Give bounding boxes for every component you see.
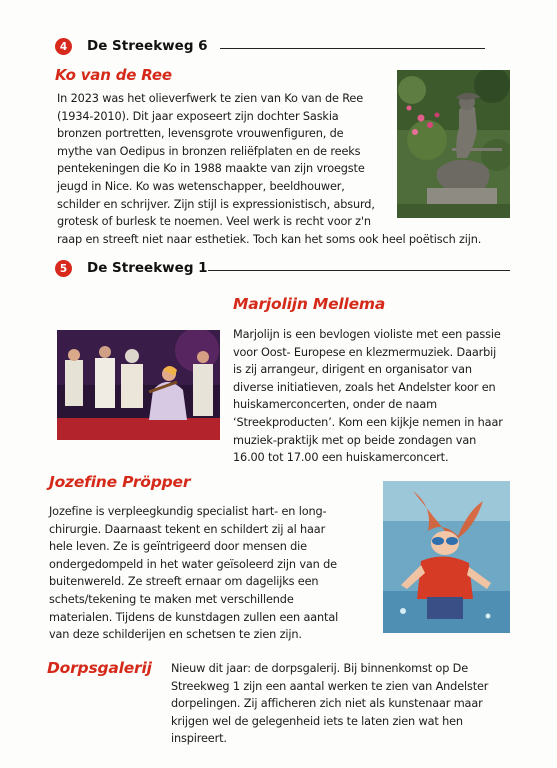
text-line: materialen. Tijdens de kunstdagen zullen een aantal (49, 610, 339, 624)
section-heading: De Streekweg 6 (87, 38, 208, 54)
text-line: Streekweg 1 zijn een aantal werken te zien van Andelster (171, 679, 489, 693)
artist-description (57, 90, 482, 248)
text-line: Jozefine is verpleegkundig specialist hart- en long- (49, 505, 327, 518)
text-line: schilder en schrijver. Zijn stijl is expressionistisch, absurd, (57, 197, 375, 211)
artist-description (233, 326, 513, 467)
musicians-photo (57, 330, 220, 440)
text-line: bronzen portretten, levensgrote vrouwenfiguren, de (57, 127, 344, 141)
text-line: krijgen wel de gelegenheid iets te laten zien wat hen (171, 714, 463, 728)
text-line: (1934-2010). Dit jaar exposeert zijn dochter Saskia (57, 109, 339, 123)
text-line: dorpelingen. Zij afficheren zich niet als kunstenaar maar (171, 697, 483, 711)
artist-name: Jozefine Pröpper (49, 473, 191, 491)
text-line: Marjolijn is een bevlogen violiste met een passie (233, 328, 501, 341)
text-line: schets/tekening te maken met verschillende (49, 592, 294, 606)
text-line: chirurgie. Daarnaast tekent en schildert zij al haar (49, 522, 326, 536)
text-line: hele leven. Ze is geïntrigeerd door mensen die (49, 540, 307, 554)
section-number: 4 (59, 40, 68, 53)
artist-name: Marjolijn Mellema (233, 295, 386, 313)
text-line: ‘Streekproducten’. Kom een kijkje nemen in haar (233, 415, 503, 429)
text-line: pentekeningen die Ko in 1988 maakte van zijn vroegste (57, 162, 365, 176)
text-line: Nieuw dit jaar: de dorpsgalerij. Bij binnenkomst op De (171, 662, 469, 675)
text-line: grotesk of burlesk te noemen. Veel werk is recht voor z'n (57, 215, 371, 229)
text-line: van deze schilderijen en schetsen te zien zijn. (49, 628, 302, 642)
text-line: In 2023 was het olieverfwerk te zien van Ko van de Ree (57, 92, 364, 105)
text-line: mythe van Oedipus in bronzen reliëfplaten en de reeks (57, 144, 361, 158)
heading-rule (208, 270, 510, 271)
artist-description (171, 660, 511, 748)
section-number-badge (55, 38, 72, 55)
text-line: voor Oost- Europese en klezmermuziek. Daarbij (233, 345, 497, 359)
section-number: 5 (59, 262, 68, 275)
painting-photo (383, 481, 510, 633)
section-heading: De Streekweg 1 (87, 260, 208, 276)
text-line: inspireert. (171, 732, 227, 746)
text-line: huiskamerconcerten, onder de naam (233, 398, 437, 412)
artist-name: Dorpsgalerij (47, 659, 152, 677)
artist-description (49, 503, 369, 644)
text-line: diverse initiatieven, zoals het Andelster koor en (233, 380, 496, 394)
heading-rule (220, 48, 485, 49)
artist-name: Ko van de Ree (55, 66, 172, 84)
text-line: jeugd in Nice. Ko was wetenschapper, beeldhouwer, (57, 179, 345, 193)
text-line: muziek-praktijk met op beide zondagen van (233, 433, 477, 447)
text-line: raap en streeft niet naar esthetiek. Toch kan het soms ook heel poëtisch zijn. (57, 232, 482, 246)
sculpture-photo (397, 70, 510, 218)
text-line: buitenwereld. Ze streeft ernaar om dagelijks een (49, 575, 319, 589)
text-line: ondergedompeld in het water geïsoleerd zijn van de (49, 557, 337, 571)
text-line: 16.00 tot 17.00 een huiskamerconcert. (233, 451, 449, 465)
section-number-badge (55, 260, 72, 277)
text-line: is zij arrangeur, dirigent en organisator van (233, 363, 472, 377)
